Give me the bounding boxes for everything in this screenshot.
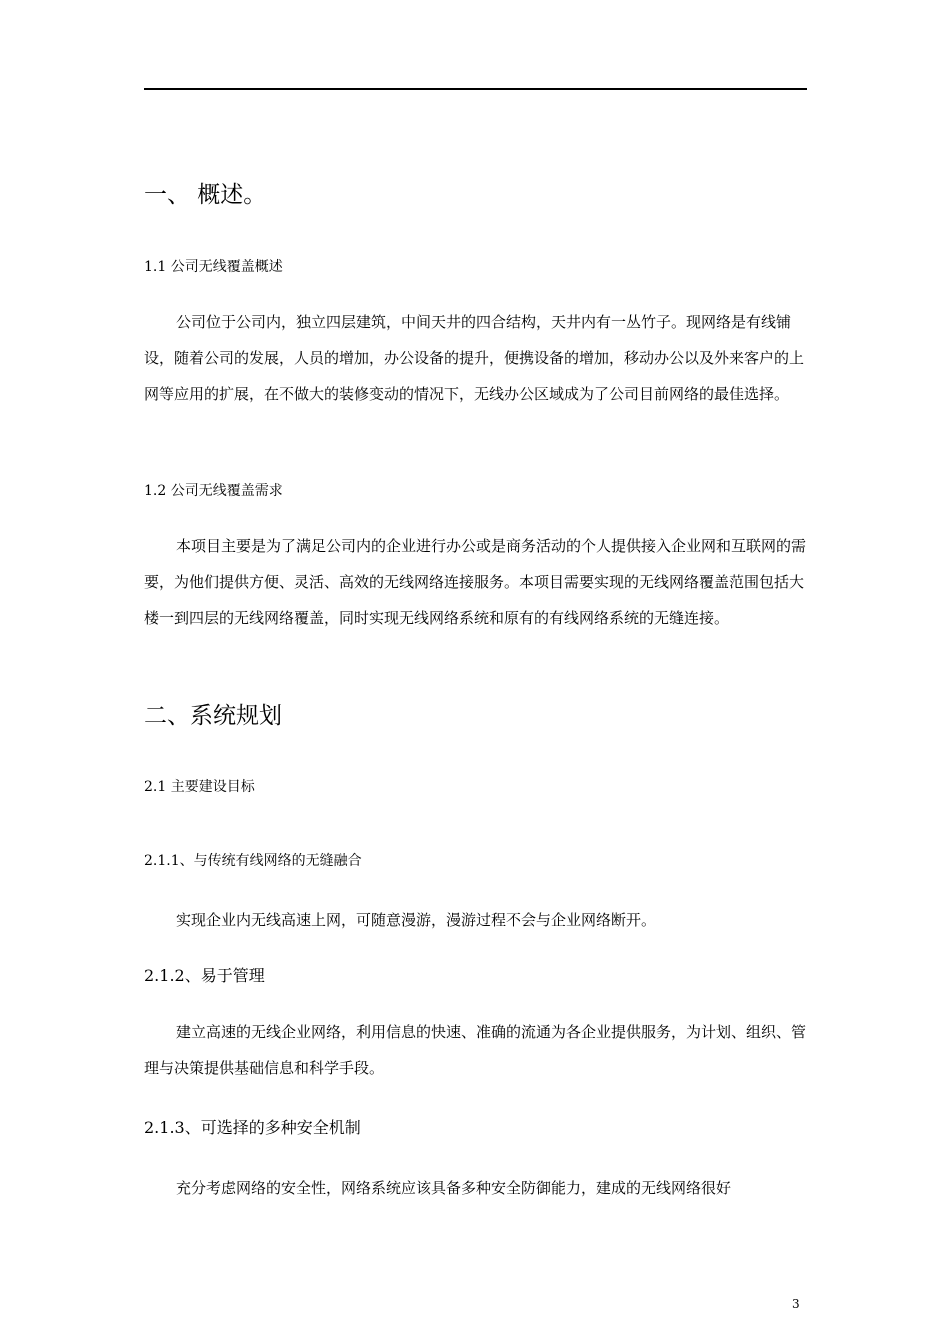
section-1-heading: 一、 概述。 bbox=[144, 182, 267, 208]
section-1-2-paragraph: 本项目主要是为了满足公司内的企业进行办公或是商务活动的个人提供接入企业网和互联网的需要，为他们提供方便、灵活、高效的无线网络连接服务。本项目需要实现的无线网络覆盖范围包括大楼一到四层的无线网络覆盖，同时实现无线网络系统和原有的有线网络系统的无缝连接。 bbox=[144, 537, 807, 627]
section-1-2-heading: 1.2 公司无线覆盖需求 bbox=[144, 483, 283, 499]
section-2-1-1-paragraph: 实现企业内无线高速上网，可随意漫游，漫游过程不会与企业网络断开。 bbox=[176, 911, 657, 929]
header-rule bbox=[144, 88, 807, 90]
section-1-1-paragraph: 公司位于公司内，独立四层建筑，中间天井的四合结构，天井内有一丛竹子。现网络是有线铺设，随着公司的发展，人员的增加，办公设备的提升，便携设备的增加，移动办公以及外来客户的上网等应用的扩展，在不做大的装修变动的情况下，无线办公区域成为了公司目前网络的最佳选择。 bbox=[144, 313, 805, 403]
page-number: 3 bbox=[792, 1297, 800, 1311]
section-2-1-1-heading: 2.1.1、与传统有线网络的无缝融合 bbox=[144, 853, 362, 869]
section-2-1-heading: 2.1 主要建设目标 bbox=[144, 779, 255, 795]
section-1-1-heading: 1.1 公司无线覆盖概述 bbox=[144, 259, 283, 275]
section-2-1-3-heading: 2.1.3、可选择的多种安全机制 bbox=[144, 1118, 361, 1137]
section-2-1-2-heading: 2.1.2、易于管理 bbox=[144, 966, 265, 985]
section-2-1-2-paragraph: 建立高速的无线企业网络，利用信息的快速、准确的流通为各企业提供服务，为计划、组织、管理与决策提供基础信息和科学手段。 bbox=[144, 1023, 807, 1077]
section-2-heading: 二、系统规划 bbox=[144, 703, 282, 729]
section-2-1-3-paragraph: 充分考虑网络的安全性，网络系统应该具备多种安全防御能力，建成的无线网络很好 bbox=[176, 1179, 732, 1197]
